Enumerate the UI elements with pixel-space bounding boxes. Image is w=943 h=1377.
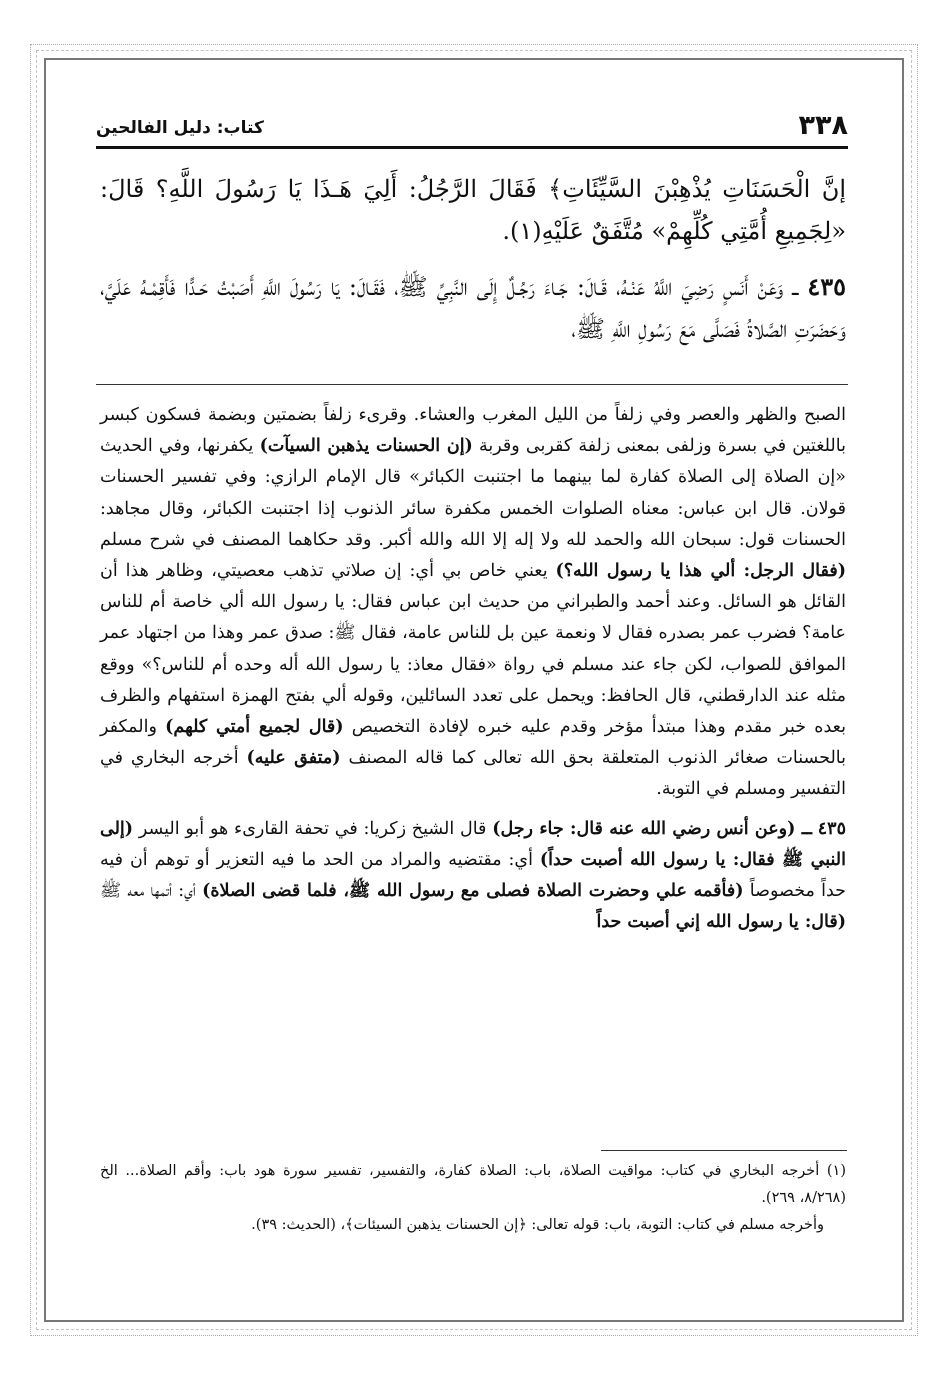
main-paragraph-2 [100,266,846,350]
quoted-text: ــ (وعن أنس رضي الله عنه قال: جاء رجل) [492,818,812,839]
commentary-paragraph-2 [100,814,846,939]
quoted-text: (متفق عليه) [246,748,341,769]
commentary-text: والمكفر بالحسنات صغائر الذنوب المتعلقة بحق الله تعالى كما قاله المصنف [100,717,846,769]
commentary-text: أي: أتمها معه ﷺ [100,881,196,902]
footnote-divider [601,1150,847,1151]
text-commentary-divider [96,384,848,385]
hadith-number: ٤٣٥ [807,272,846,301]
commentary-text: الصبح والظهر والعصر وفي زلفاً من الليل المغرب والعشاء. وقرىء زلفاً بضمتين وبضمة فسكون كبسر باللغتين في بسرة وزلفى بمعنى زلفة كقربى وقربة [100,405,846,457]
quoted-text: (قال لجميع أمتي كلهم) [165,717,344,738]
quoted-text: (إلى النبي ﷺ فقال: يا رسول الله أصبت حداً) [100,818,846,870]
commentary-text: يعني خاص بي أي: إن صلاتي تذهب معصيتي، وظاهر هذا أن القائل هو السائل. وعند أحمد والطبراني من حديث ابن عباس فقال: يا رسول الله ألي خاصة أم للناس عامة؟ فضرب عمر بصدره فقال لا ونعمة عين بل للناس عامة، فقال ﷺ: صدق عمر وهذا من اجتهاد عمر الموافق للصواب، لكن جاء عند مسلم في رواة «فقال معاذ: يا رسول الله أله وحده أم للناس؟» ووقع مثله عند الدارقطني، قال الحافظ: ويحمل على تعدد السائلين، وقوله ألي بفتح الهمزة استفهام والظرف بعده خبر مقدم وهذا مبتدأ مؤخر وقدم عليه خبره لإفادة التخصيص [100,561,846,738]
quoted-text: (فقال الرجل: ألي هذا يا رسول الله؟) [555,561,846,582]
book-title: كتاب: دليل الفالحين [96,118,264,138]
commentary-text: أخرجه البخاري في التفسير ومسلم في التوبة. [100,748,846,800]
main-text [100,168,846,364]
quoted-text: (قال: يا رسول الله إني أصبت حداً [596,912,846,933]
quoted-text: (فأقمه علي وحضرت الصلاة فصلى مع رسول الله ﷺ، فلما قضى الصلاة) [202,881,744,902]
hadith-text: ــ وَعَنْ أَنَسٍ رَضِيَ اللَّهُ عَنْـهُ، قَـالَ: جَـاءَ رَجُـلٌ إِلَى النَّبِيِّ ﷺ، فَقَـالَ: يَا رَسُولَ اللَّهِ أَصَبْتُ حَـدًّا فَأَقِمْـهُ عَلَيَّ، وَحَضَرَتِ الصَّلاةُ فَصَلَّى مَعَ رَسُولِ اللَّهِ ﷺ، [100,273,846,343]
main-paragraph-1: إنَّ الْحَسَنَاتِ يُذْهِبْنَ السَّيِّئَاتِ﴾ فَقَالَ الرَّجُلُ: أَلِيَ هَـذَا يَا رَسُولَ اللَّهِ؟ قَالَ: «لِجَمِيعِ أُمَّتِي كُلِّهِمْ» مُتَّفَقٌ عَلَيْهِ(١). [100,175,846,245]
footnote-1: (١) أخرجه البخاري في كتاب: مواقيت الصلاة، باب: الصلاة كفارة، والتفسير، تفسير سورة هود باب: وأقم الصلاة... الخ (٨/٢٦٨، ٢٦٩). [100,1163,846,1206]
commentary-text: يكفرنها، وفي الحديث «إن الصلاة إلى الصلاة كفارة لما بينهما ما اجتنبت الكبائر» قال الإمام الرازي: وفي تفسير الحسنات قولان. قال ابن عباس: معناه الصلوات الخمس مكفرة سائر الذنوب إذا اجتنبت الكبائر، وقال مجاهد: الحسنات قول: سبحان الله والحمد لله ولا إله إلا الله والله أكبر. وقد حكاهما المصنف في شرح مسلم [100,436,846,550]
quoted-text: (إن الحسنات يذهبن السيآت) [259,436,473,457]
page-number: ٣٣٨ [798,110,848,141]
page-header [96,110,848,149]
footnotes [100,1158,846,1239]
commentary [100,400,846,946]
commentary-text: أي: مقتضيه والمراد من الحد ما فيه التعزير أو توهم أن فيه حداً مخصوصاً [100,849,846,902]
footnote-1-continuation: وأخرجه مسلم في كتاب: التوبة، باب: قوله تعالى: ﴿إن الحسنات يذهبن السيئات﴾، (الحديث: ٣٩). [251,1217,824,1233]
commentary-text: قال الشيخ زكريا: في تحفة القارىء هو أبو اليسر [138,818,487,839]
hadith-number: ٤٣٥ [817,818,846,839]
commentary-paragraph-1 [100,400,846,806]
